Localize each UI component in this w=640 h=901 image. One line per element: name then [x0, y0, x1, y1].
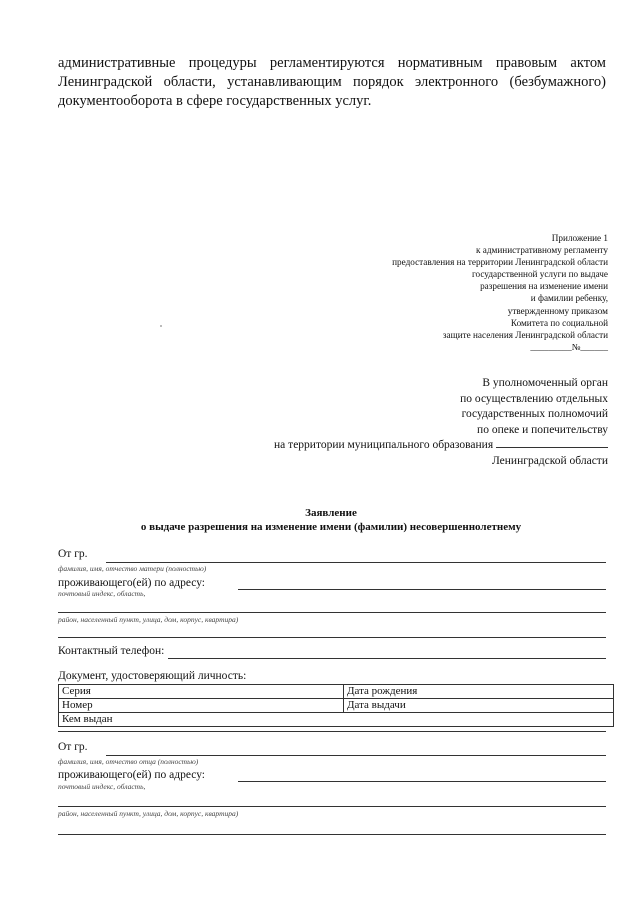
- from-label: От гр.: [58, 548, 88, 560]
- table-row: [59, 713, 614, 727]
- address-field[interactable]: [238, 589, 606, 590]
- appendix-line: разрешения на изменение имени: [480, 281, 608, 292]
- birth-date-cell[interactable]: Дата рождения: [344, 685, 614, 699]
- issue-date-cell[interactable]: Дата выдачи: [344, 699, 614, 713]
- appendix-line: предоставления на территории Ленинградской области: [392, 257, 608, 268]
- intro-line: Ленинградской области, устанавливающим порядок электронного (безбумажного): [58, 74, 606, 90]
- applicant-name-field[interactable]: [106, 755, 606, 756]
- addressee-block: [240, 376, 608, 469]
- postal-hint: почтовый индекс, область,: [58, 782, 146, 791]
- from-label: От гр.: [58, 741, 88, 753]
- title-line: о выдаче разрешения на изменение имени (фамилии) несовершеннолетнему: [140, 521, 522, 533]
- appendix-line: защите населения Ленинградской области: [442, 329, 608, 340]
- addressee-line: по осуществлению отдельных: [460, 392, 608, 405]
- addressee-line: государственных полномочий: [461, 408, 608, 420]
- appendix-line: и фамилии ребенку,: [530, 293, 608, 304]
- addressee-line: В уполномоченный орган: [482, 377, 608, 389]
- title-line: Заявление: [305, 507, 357, 519]
- issued-by-cell[interactable]: Кем выдан: [59, 713, 614, 727]
- residing-label: проживающего(ей) по адресу:: [58, 769, 205, 781]
- appendix-line: Приложение 1: [551, 233, 608, 243]
- series-cell[interactable]: Серия: [59, 685, 344, 699]
- address-field[interactable]: [58, 637, 606, 638]
- appendix-line: _________№______: [530, 341, 608, 352]
- appendix-line: государственной услуги по выдаче: [471, 269, 608, 280]
- address-field[interactable]: [58, 806, 606, 807]
- phone-field[interactable]: [168, 658, 606, 659]
- name-hint: фамилия, имя, отчество матери (полностью): [58, 564, 207, 573]
- number-cell[interactable]: Номер: [59, 699, 344, 713]
- municipality-blank[interactable]: [496, 438, 608, 448]
- appendix-line: к административному регламенту: [476, 245, 608, 256]
- table-row: [59, 699, 614, 713]
- address-field[interactable]: [238, 781, 606, 782]
- postal-hint: почтовый индекс, область,: [58, 589, 146, 598]
- district-hint: район, населенный пункт, улица, дом, корпус, квартира): [58, 615, 239, 624]
- applicant-name-field[interactable]: [106, 562, 606, 563]
- address-field[interactable]: [58, 834, 606, 835]
- issued-by-field[interactable]: [58, 731, 606, 732]
- addressee-line: Ленинградской области: [491, 454, 608, 467]
- name-hint: фамилия, имя, отчество отца (полностью): [58, 757, 199, 766]
- scan-speck-icon: [160, 325, 162, 327]
- appendix-header: [360, 232, 608, 353]
- table-row: [59, 685, 614, 699]
- residing-label: проживающего(ей) по адресу:: [58, 577, 205, 589]
- intro-line: административные процедуры регламентируются нормативным правовым актом: [58, 55, 606, 71]
- appendix-line: утвержденному приказом: [507, 305, 608, 316]
- phone-label: Контактный телефон:: [58, 645, 165, 657]
- district-hint: район, населенный пункт, улица, дом, корпус, квартира): [58, 809, 239, 818]
- id-doc-label: Документ, удостоверяющий личность:: [58, 670, 247, 682]
- addressee-line-municipality: [240, 438, 608, 454]
- id-document-table: [58, 684, 614, 727]
- municipality-label: на территории муниципального образования: [274, 439, 494, 451]
- intro-paragraph: [58, 54, 606, 111]
- appendix-line: Комитета по социальной: [510, 317, 608, 328]
- address-field[interactable]: [58, 612, 606, 613]
- addressee-line: по опеке и попечительству: [477, 423, 608, 436]
- application-title: [58, 506, 604, 534]
- intro-line: документооборота в сфере государственных услуг.: [58, 93, 372, 109]
